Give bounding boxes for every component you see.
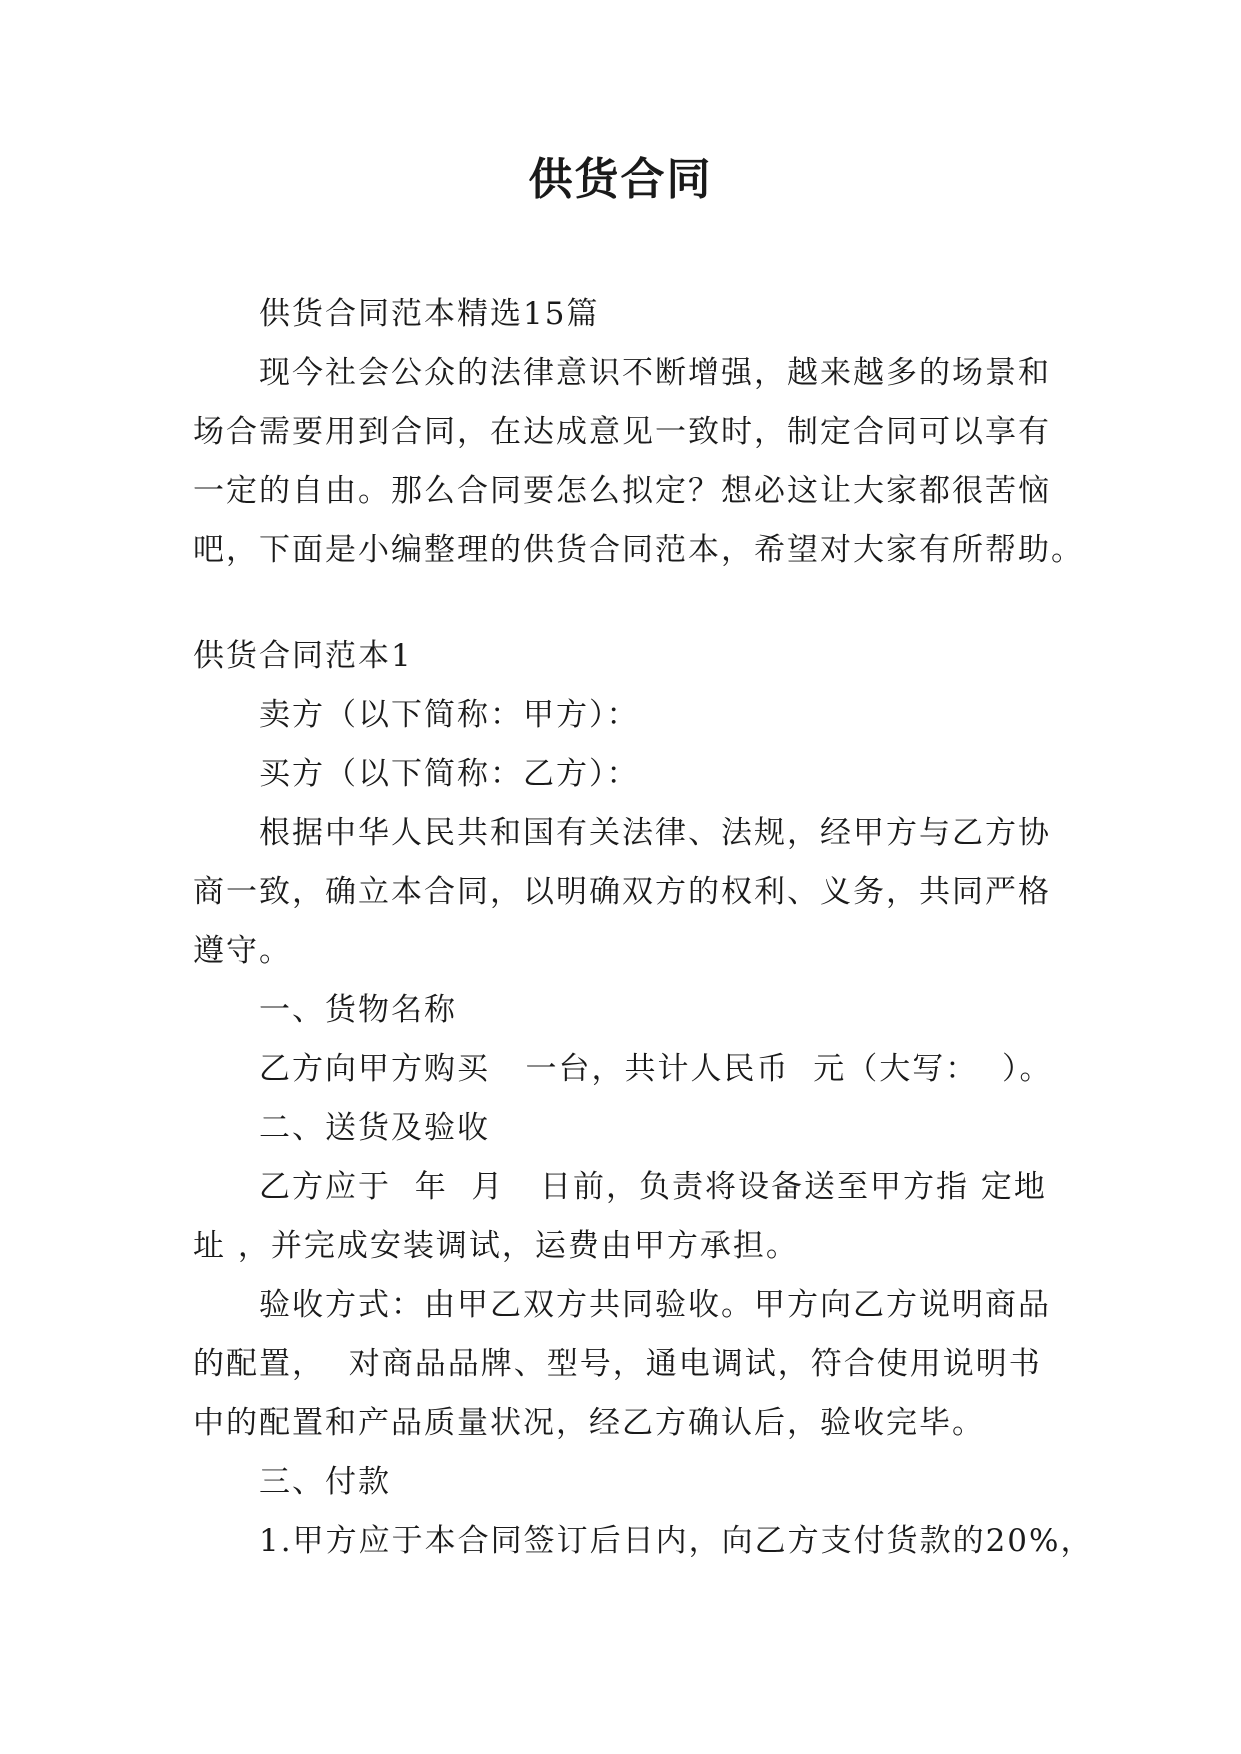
clause-heading: 一、货物名称	[259, 992, 457, 1028]
intro-line: 场合需要用到合同，在达成意见一致时，制定合同可以享有	[193, 414, 1051, 450]
subtitle-line: 供货合同范本精选15篇	[259, 296, 600, 332]
body-line: 1.甲方应于本合同签订后日内，向乙方支付货款的20%，	[259, 1523, 1094, 1559]
buyer-line: 买方（以下简称：乙方）：	[259, 756, 640, 792]
document-title: 供货合同	[528, 154, 713, 205]
intro-line: 吧，下面是小编整理的供货合同范本，希望对大家有所帮助。	[193, 532, 1084, 568]
clause-heading: 二、送货及验收	[259, 1110, 490, 1146]
body-line: 根据中华人民共和国有关法律、法规，经甲方与乙方协	[259, 815, 1051, 851]
body-line: 商一致，确立本合同，以明确双方的权利、义务，共同严格	[193, 874, 1051, 910]
seller-line: 卖方（以下简称：甲方）：	[259, 697, 640, 733]
intro-line: 一定的自由。那么合同要怎么拟定？想必这让大家都很苦恼	[193, 473, 1051, 509]
intro-line: 现今社会公众的法律意识不断增强，越来越多的场景和	[259, 355, 1051, 391]
document-body	[193, 285, 1094, 1571]
body-line: 乙方应于 年 月 日前，负责将设备送至甲方指 定地	[259, 1169, 1047, 1205]
body-line: 乙方向甲方购买 一台，共计人民币 元（大写： ）。	[259, 1051, 1053, 1087]
body-line: 的配置， 对商品品牌、型号，通电调试，符合使用说明书	[193, 1346, 1042, 1382]
body-line: 址 ，并完成安装调试，运费由甲方承担。	[193, 1228, 799, 1264]
body-line: 验收方式：由甲乙双方共同验收。甲方向乙方说明商品	[259, 1287, 1051, 1323]
section-heading: 供货合同范本1	[193, 638, 413, 674]
body-line: 中的配置和产品质量状况，经乙方确认后，验收完毕。	[193, 1405, 985, 1441]
body-line: 遵守。	[193, 933, 292, 969]
clause-heading: 三、付款	[259, 1464, 391, 1500]
